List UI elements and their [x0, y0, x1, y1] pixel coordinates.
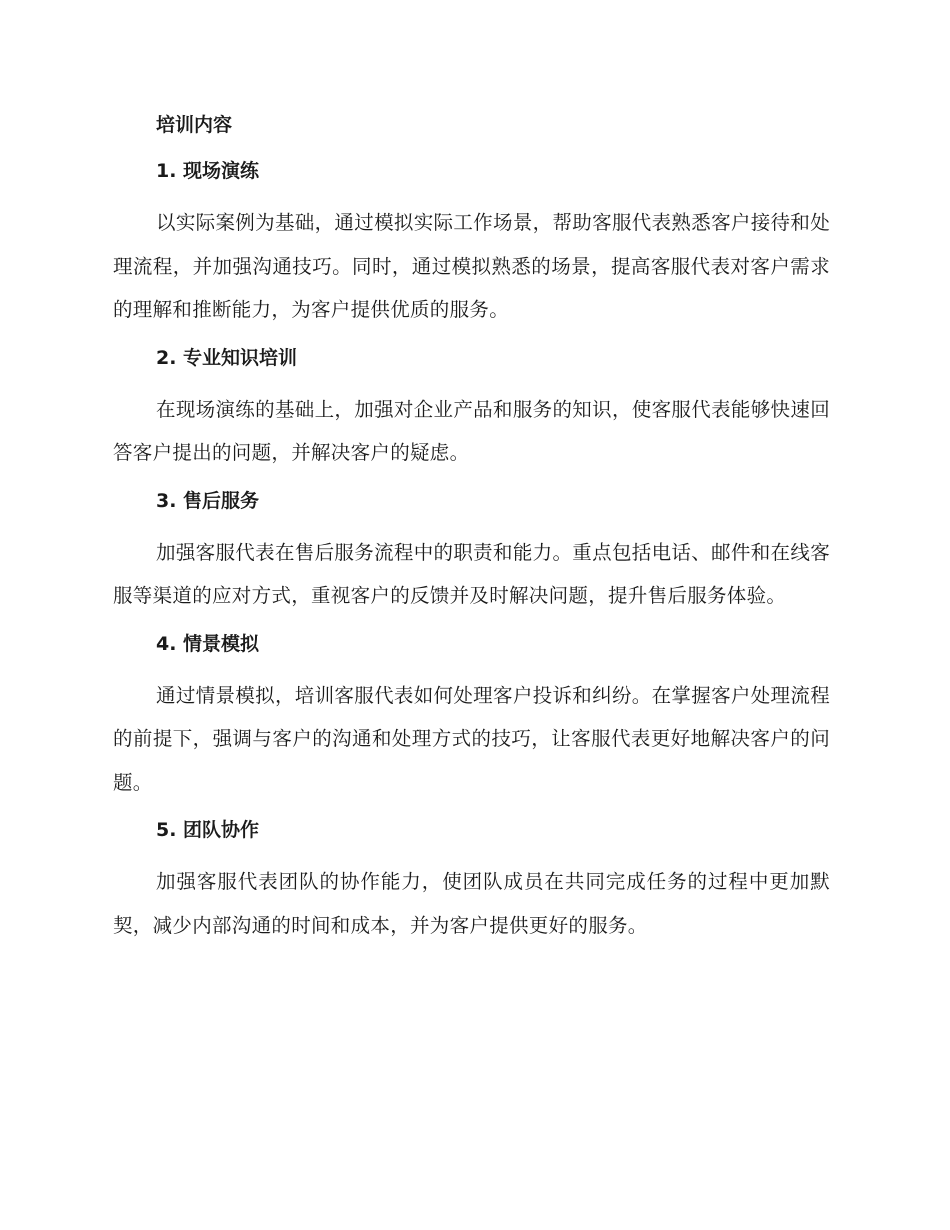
section-heading: 4. 情景模拟: [156, 632, 260, 655]
section-5: [113, 815, 830, 947]
section-paragraph: 通过情景模拟，培训客服代表如何处理客户投诉和纠纷。在掌握客户处理流程的前提下，强调与客户的沟通和处理方式的技巧，让客服代表更好地解决客户的问题。: [113, 683, 830, 794]
section-heading: 5. 团队协作: [156, 819, 260, 841]
section-paragraph: 加强客服代表团队的协作能力，使团队成员在共同完成任务的过程中更加默契，减少内部沟通的时间和成本，并为客户提供更好的服务。: [113, 870, 830, 937]
section-heading: 2. 专业知识培训: [156, 346, 298, 369]
section-paragraph: 加强客服代表在售后服务流程中的职责和能力。重点包括电话、邮件和在线客服等渠道的应对方式，重视客户的反馈并及时解决问题，提升售后服务体验。: [113, 540, 830, 607]
section-4: [113, 629, 830, 805]
section-2: [113, 343, 830, 475]
section-heading: 1. 现场演练: [156, 160, 260, 182]
document-content: [113, 110, 830, 958]
section-paragraph: 在现场演练的基础上，加强对企业产品和服务的知识，使客服代表能够快速回答客户提出的问题，并解决客户的疑虑。: [113, 397, 830, 464]
section-1: [113, 156, 830, 332]
document-title: 培训内容: [156, 114, 233, 136]
section-3: [113, 486, 830, 618]
section-heading: 3. 售后服务: [156, 489, 260, 512]
section-paragraph: 以实际案例为基础，通过模拟实际工作场景，帮助客服代表熟悉客户接待和处理流程，并加强沟通技巧。同时，通过模拟熟悉的场景，提高客服代表对客户需求的理解和推断能力，为客户提供优质的服务。: [113, 211, 830, 321]
